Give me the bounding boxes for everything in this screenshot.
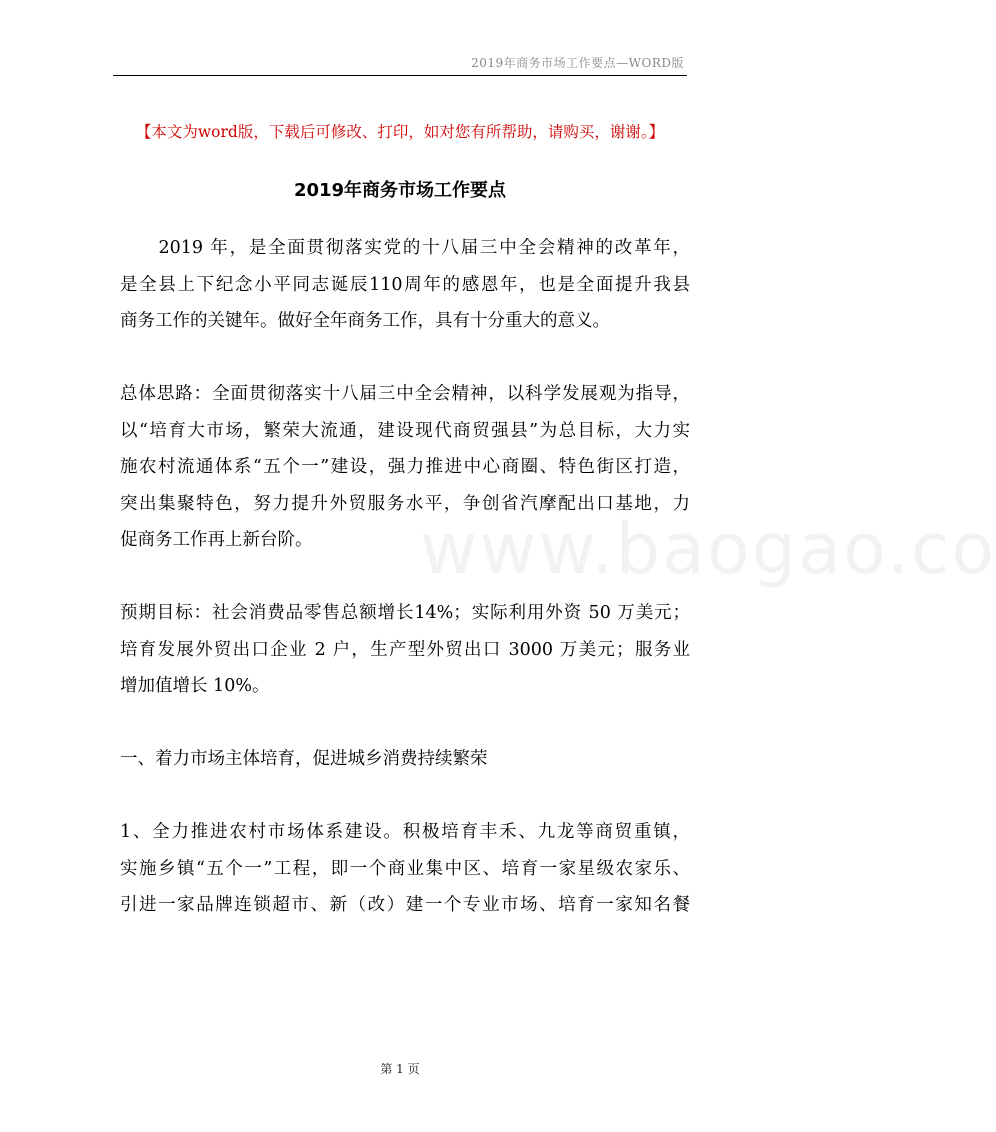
- page-number: 第 1 页: [380, 1062, 420, 1076]
- body-line: 实施乡镇“五个一”工程，即一个商业集中区、培育一家星级农家乐、: [120, 858, 690, 879]
- body-line: 是全县上下纪念小平同志诞辰110周年的感恩年，也是全面提升我县: [120, 274, 690, 295]
- paragraph-overall-approach: [120, 376, 690, 559]
- watermark: www.baogao.co: [420, 508, 996, 590]
- header-divider: [113, 75, 687, 76]
- purchase-notice: 【本文为word版，下载后可修改、打印，如对您有所帮助，请购买，谢谢。】: [135, 123, 665, 141]
- document-body: [120, 230, 690, 924]
- body-line: 1、全力推进农村市场体系建设。积极培育丰禾、九龙等商贸重镇，: [120, 822, 690, 842]
- running-header: 2019年商务市场工作要点—WORD版: [471, 56, 684, 70]
- body-line: 以“培育大市场，繁荣大流通，建设现代商贸强县”为总目标，大力实: [120, 420, 690, 441]
- body-line: 商务工作的关键年。做好全年商务工作，具有十分重大的意义。: [120, 311, 610, 331]
- body-line: 总体思路：全面贯彻落实十八届三中全会精神，以科学发展观为指导，: [120, 384, 690, 404]
- body-line: 2019 年，是全面贯彻落实党的十八届三中全会精神的改革年，: [120, 238, 690, 258]
- body-line: 增加值增长 10%。: [120, 676, 270, 696]
- paragraph-intro: [120, 230, 690, 340]
- paragraph-item-1: [120, 814, 690, 924]
- body-line: 促商务工作再上新台阶。: [120, 530, 313, 550]
- body-line: 引进一家品牌连锁超市、新（改）建一个专业市场、培育一家知名餐: [120, 895, 690, 915]
- body-line: 预期目标：社会消费品零售总额增长14%；实际利用外资 50 万美元；: [120, 603, 690, 623]
- paragraph-expected-targets: [120, 595, 690, 705]
- section-heading: 一、着力市场主体培育，促进城乡消费持续繁荣: [120, 749, 488, 769]
- document-title: 2019年商务市场工作要点: [293, 180, 507, 201]
- body-line: 施农村流通体系“五个一”建设，强力推进中心商圈、特色街区打造，: [120, 457, 690, 477]
- section-heading-1: [120, 741, 690, 778]
- body-line: 突出集聚特色，努力提升外贸服务水平，争创省汽摩配出口基地，力: [120, 493, 690, 514]
- body-line: 培育发展外贸出口企业 2 户，生产型外贸出口 3000 万美元；服务业: [120, 639, 690, 660]
